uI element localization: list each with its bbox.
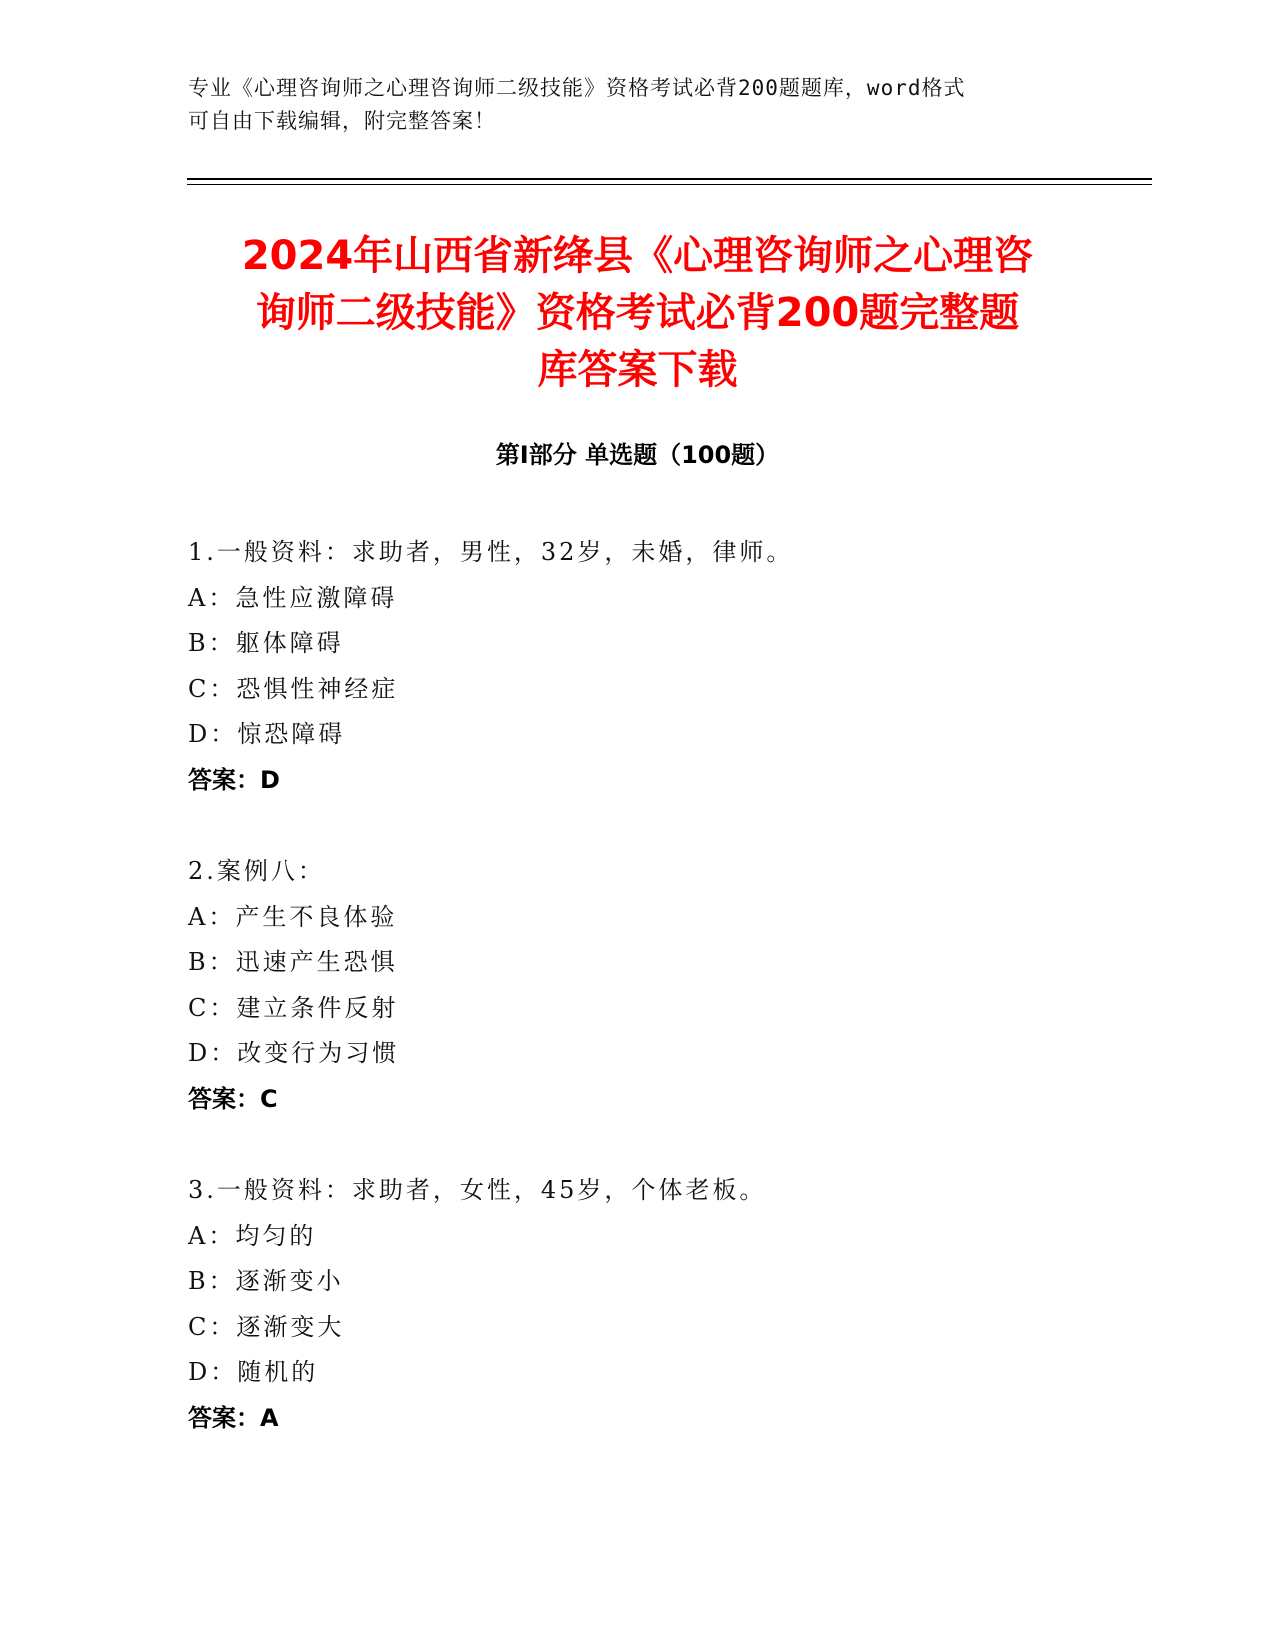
option-b: B：躯体障碍 [188,629,344,657]
question-stem: 3.一般资料：求助者，女性，45岁，个体老板。 [188,1176,767,1204]
question-2 [188,849,1148,1122]
header-note-line-1: 专业《心理咨询师之心理咨询师二级技能》资格考试必背200题题库，word格式 [188,76,966,100]
answer: 答案：D [188,765,280,794]
question-3 [188,1168,1148,1441]
title-line-1: 2024年山西省新绛县《心理咨询师之心理咨 [241,233,1034,279]
option-a: A：急性应激障碍 [188,583,398,612]
header-note [188,72,1088,138]
option-c: C：逐渐变大 [188,1312,345,1341]
title-line-2: 询师二级技能》资格考试必背200题完整题 [255,290,1020,336]
option-a: A：均匀的 [188,1221,317,1250]
option-c: C：建立条件反射 [188,993,399,1022]
option-d: D：随机的 [188,1358,319,1386]
header-divider-thin [187,184,1152,185]
option-b: B：迅速产生恐惧 [188,948,398,976]
option-d: D：改变行为习惯 [188,1039,400,1067]
document-title [150,228,1125,399]
option-a: A：产生不良体验 [188,902,398,931]
question-list [188,530,1148,1487]
title-line-3: 库答案下载 [537,347,738,393]
option-b: B：逐渐变小 [188,1267,344,1295]
option-c: C：恐惧性神经症 [188,674,399,703]
section-heading: 第Ⅰ部分 单选题（100题） [495,441,780,469]
answer: 答案：A [188,1403,279,1432]
option-d: D：惊恐障碍 [188,720,346,748]
question-1 [188,530,1148,803]
question-stem: 2.案例八： [188,857,325,885]
question-stem: 1.一般资料：求助者，男性，32岁，未婚，律师。 [188,538,794,566]
header-note-line-2: 可自由下载编辑，附完整答案！ [188,109,496,133]
answer: 答案：C [188,1084,278,1113]
header-divider-thick [187,178,1152,180]
